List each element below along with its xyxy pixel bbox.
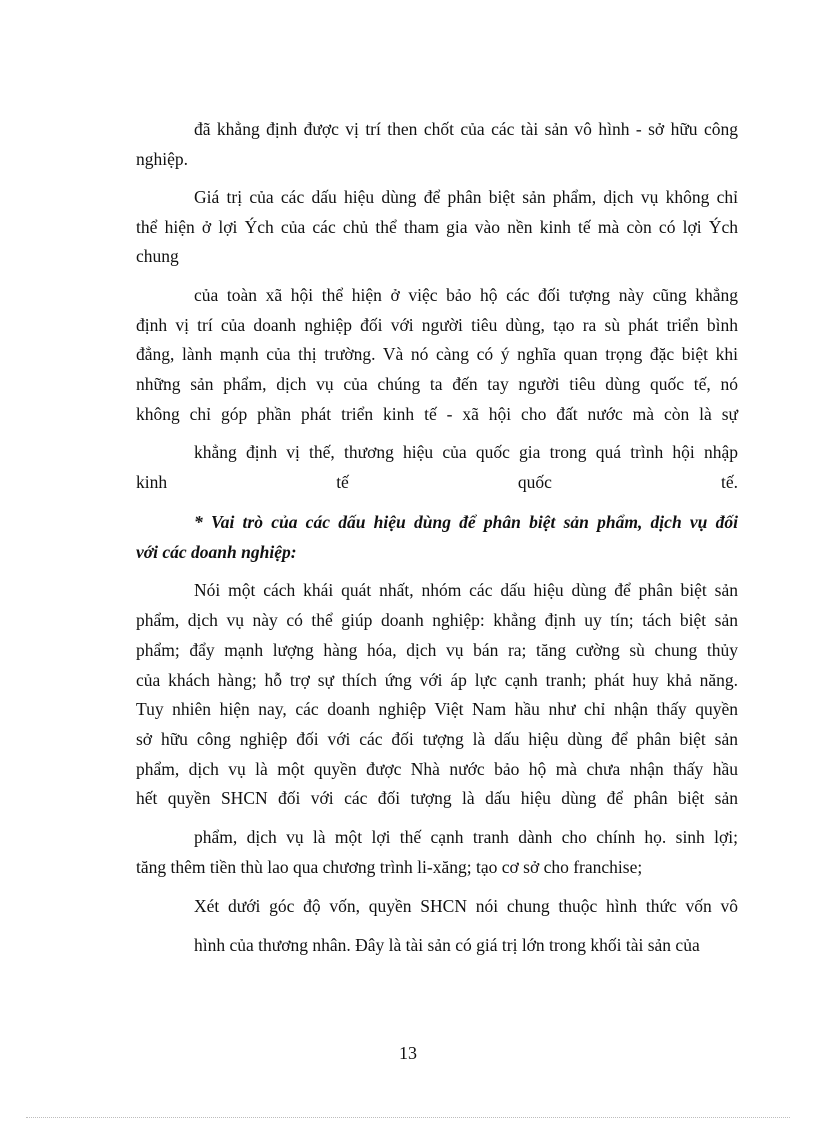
paragraph-line: Tuy nhiên hiện nay, các doanh nghiệp Việt Nam hầu như chỉ nhận thấy quyền bbox=[136, 699, 738, 719]
paragraph-line: thể hiện ở lợi Ých của các chủ thể tham gia vào nền kinh tế mà còn có lợi Ých bbox=[136, 217, 738, 237]
paragraph-line: phẩm, dịch vụ này có thể giúp doanh nghiệp: khẳng định uy tín; tách biệt sản bbox=[136, 610, 738, 630]
paragraph-line: đã khẳng định được vị trí then chốt của các tài sản vô hình - sở hữu công bbox=[194, 119, 738, 139]
paragraph-line: không chỉ góp phần phát triển kinh tế - xã hội cho đất nước mà còn là sự bbox=[136, 404, 738, 424]
spread-word: tế bbox=[336, 472, 349, 492]
paragraph-line: Xét dưới góc độ vốn, quyền SHCN nói chung thuộc hình thức vốn vô bbox=[194, 896, 738, 916]
paragraph-line: phẩm, dịch vụ là một lợi thế cạnh tranh dành cho chính họ. sinh lợi; bbox=[194, 827, 738, 847]
paragraph-line: Giá trị của các dấu hiệu dùng để phân biệt sản phẩm, dịch vụ không chỉ bbox=[194, 187, 738, 207]
paragraph-line: của toàn xã hội thể hiện ở việc bảo hộ các đối tượng này cũng khẳng bbox=[194, 285, 738, 305]
page-number: 13 bbox=[399, 1043, 417, 1063]
section-heading-line: với các doanh nghiệp: bbox=[136, 542, 297, 562]
paragraph-line: khẳng định vị thế, thương hiệu của quốc gia trong quá trình hội nhập bbox=[194, 442, 738, 462]
paragraph-line: chung bbox=[136, 246, 179, 266]
spread-word: kinh bbox=[136, 472, 168, 492]
paragraph-line: phẩm, dịch vụ là một quyền được Nhà nước bảo hộ mà chưa nhận thấy hầu bbox=[136, 759, 738, 779]
paragraph-line: tăng thêm tiền thù lao qua chương trình li-xăng; tạo cơ sở cho franchise; bbox=[136, 857, 643, 877]
paragraph-line: hình của thương nhân. Đây là tài sản có giá trị lớn trong khối tài sản của bbox=[194, 935, 700, 955]
paragraph-line: sở hữu công nghiệp đối với các đối tượng là dấu hiệu dùng để phân biệt sản bbox=[136, 729, 738, 749]
spread-word: quốc bbox=[517, 472, 552, 492]
spread-word: tế. bbox=[720, 472, 738, 492]
spread-line bbox=[136, 470, 738, 494]
paragraph-line: Nói một cách khái quát nhất, nhóm các dấu hiệu dùng để phân biệt sản bbox=[194, 580, 738, 600]
paragraph-line: những sản phẩm, dịch vụ của chúng ta đến tay người tiêu dùng quốc tế, nó bbox=[136, 374, 738, 394]
paragraph-line: của khách hàng; hỗ trợ sự thích ứng với áp lực cạnh tranh; phát huy khả năng. bbox=[136, 670, 738, 690]
section-heading-line: * Vai trò của các dấu hiệu dùng để phân biệt sản phẩm, dịch vụ đối bbox=[194, 512, 738, 532]
paragraph-line: đẳng, lành mạnh của thị trường. Và nó càng có ý nghĩa quan trọng đặc biệt khi bbox=[136, 344, 738, 364]
paragraph-line: định vị trí của doanh nghiệp đối với người tiêu dùng, tạo ra sù phát triển bình bbox=[136, 315, 738, 335]
footer-divider bbox=[26, 1117, 790, 1118]
paragraph-line: phẩm; đẩy mạnh lượng hàng hóa, dịch vụ bán ra; tăng cường sù chung thủy bbox=[136, 640, 738, 660]
paragraph-line: hết quyền SHCN đối với các đối tượng là dấu hiệu dùng để phân biệt sản bbox=[136, 788, 738, 808]
paragraph-line: nghiệp. bbox=[136, 149, 189, 169]
